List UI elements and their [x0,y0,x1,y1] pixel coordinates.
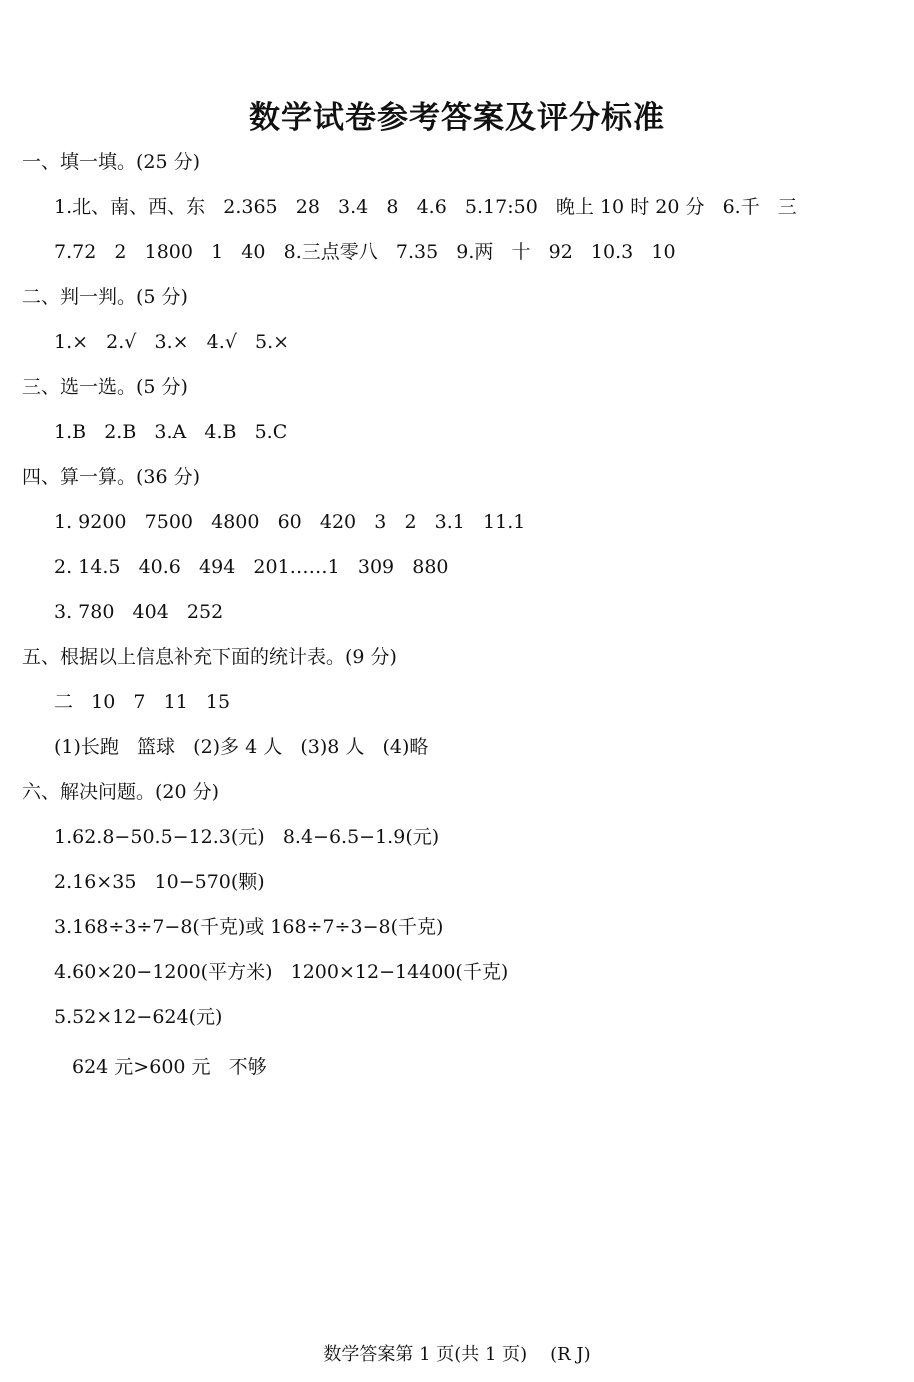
answer-line: 1. 9200 7500 4800 60 420 3 2 3.1 11.1 [54,511,526,533]
answer-line: 1.62.8−50.5−12.3(元) 8.4−6.5−1.9(元) [54,826,440,848]
section-heading: 四、算一算。(36 分) [22,466,201,488]
section-heading: 一、填一填。(25 分) [22,151,201,173]
answer-line: 7.72 2 1800 1 40 8.三点零八 7.35 9.两 十 92 10.3 10 [54,241,676,263]
answer-line: 1.× 2.√ 3.× 4.√ 5.× [54,331,290,353]
answer-line: 2. 14.5 40.6 494 201……1 309 880 [54,556,449,578]
section-heading: 三、选一选。(5 分) [22,376,188,398]
section-heading: 五、根据以上信息补充下面的统计表。(9 分) [22,646,397,668]
answer-line: 3.168÷3÷7−8(千克)或 168÷7÷3−8(千克) [54,916,444,938]
answer-line: 624 元>600 元 不够 [72,1056,267,1078]
answer-line: 5.52×12−624(元) [54,1006,223,1028]
answer-line: 1.北、南、西、东 2.365 28 3.4 8 4.6 5.17:50 晚上 10 时 20 分 6.千 三 [54,196,797,218]
answer-line: (1)长跑 篮球 (2)多 4 人 (3)8 人 (4)略 [54,736,429,758]
answer-line: 1.B 2.B 3.A 4.B 5.C [54,421,288,443]
page-title: 数学试卷参考答案及评分标准 [249,100,665,136]
answer-line: 4.60×20−1200(平方米) 1200×12−14400(千克) [54,961,509,983]
page-footer: 数学答案第 1 页(共 1 页) (R J) [323,1344,591,1365]
answer-line: 2.16×35 10−570(颗) [54,871,265,893]
answer-line: 二 10 7 11 15 [54,691,231,713]
section-heading: 二、判一判。(5 分) [22,286,188,308]
section-heading: 六、解决问题。(20 分) [22,781,220,803]
answer-line: 3. 780 404 252 [54,601,224,623]
